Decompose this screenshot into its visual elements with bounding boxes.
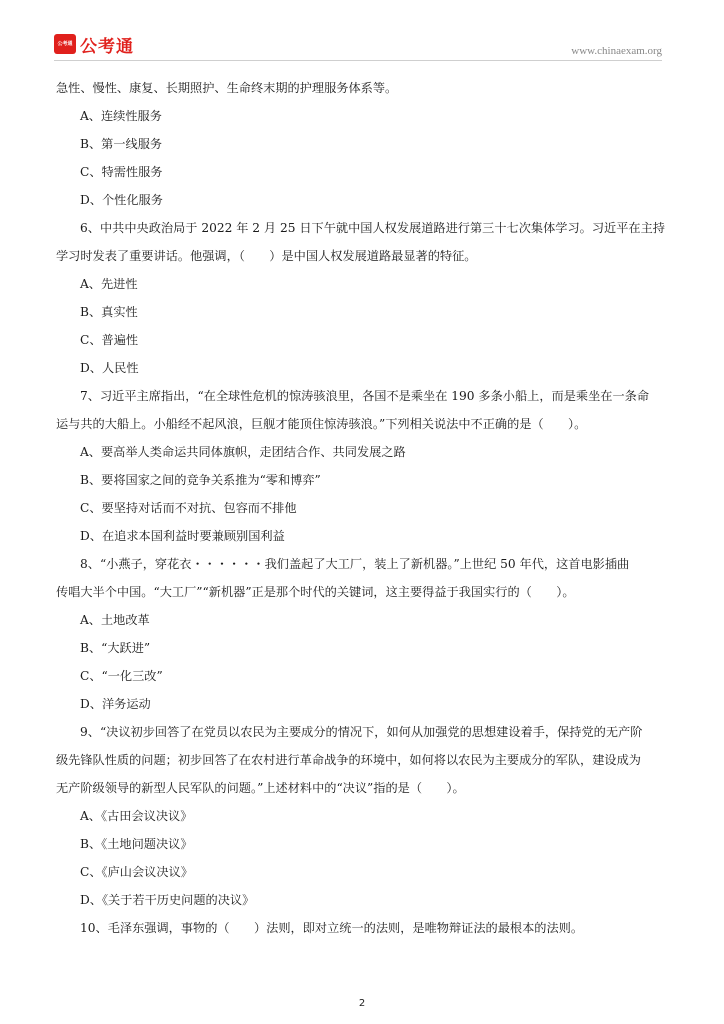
logo-badge-icon: 公考通 [54, 34, 76, 54]
header-divider [54, 60, 662, 61]
question-10: 10、毛泽东强调，事物的（ ）法则，即对立统一的法则，是唯物辩证法的最根本的法则。 [80, 921, 584, 935]
option-d: D、在追求本国利益时要兼顾别国利益 [80, 529, 285, 543]
question-8: 8、“小燕子，穿花衣・・・・・・我们盖起了大工厂，装上了新机器。”上世纪 50 年代，这首电影插曲 [80, 557, 630, 571]
logo-text: 公考通 [80, 36, 134, 57]
option-b: B、《土地问题决议》 [80, 837, 193, 851]
option-c: C、普遍性 [80, 333, 139, 347]
question-9-cont: 无产阶级领导的新型人民军队的问题。”上述材料中的“决议”指的是（ ）。 [56, 781, 465, 795]
option-c: C、“一化三改” [80, 669, 163, 683]
option-a: A、土地改革 [80, 613, 150, 627]
question-8-cont: 传唱大半个中国。“大工厂”“新机器”正是那个时代的关键词，这主要得益于我国实行的（ ）。 [56, 585, 575, 599]
document-body [56, 78, 668, 938]
option-c: C、《庐山会议决议》 [80, 865, 193, 879]
option-c: C、要坚持对话而不对抗、包容而不排他 [80, 501, 297, 515]
brand-logo[interactable] [54, 33, 134, 55]
option-b: B、“大跃进” [80, 641, 151, 655]
question-7: 7、习近平主席指出，“在全球性危机的惊涛骇浪里，各国不是乘坐在 190 多条小船上，而是乘坐在一条命 [80, 389, 650, 403]
question-9-cont: 级先锋队性质的问题；初步回答了在农村进行革命战争的环境中，如何将以农民为主要成分的军队，建设成为 [56, 753, 641, 767]
option-d: D、《关于若干历史问题的决议》 [80, 893, 255, 907]
page-header [0, 0, 724, 62]
question-9: 9、“决议初步回答了在党员以农民为主要成分的情况下，如何从加强党的思想建设着手，保持党的无产阶 [80, 725, 643, 739]
page-number: 2 [358, 998, 366, 1009]
option-a: A、连续性服务 [80, 109, 162, 123]
option-b: B、真实性 [80, 305, 138, 319]
option-a: A、先进性 [80, 277, 138, 291]
option-d: D、个性化服务 [80, 193, 163, 207]
question-6-cont: 学习时发表了重要讲话。他强调，（ ）是中国人权发展道路最显著的特征。 [56, 249, 477, 263]
option-a: A、《古田会议决议》 [80, 809, 193, 823]
option-d: D、人民性 [80, 361, 139, 375]
option-c: C、特需性服务 [80, 165, 163, 179]
site-url[interactable]: www.chinaexam.org [571, 45, 662, 57]
option-b: B、要将国家之间的竞争关系推为“零和博弈” [80, 473, 321, 487]
text-line: 急性、慢性、康复、长期照护、生命终末期的护理服务体系等。 [56, 81, 398, 95]
option-a: A、要高举人类命运共同体旗帜，走团结合作、共同发展之路 [80, 445, 406, 459]
option-d: D、洋务运动 [80, 697, 151, 711]
question-7-cont: 运与共的大船上。小船经不起风浪，巨舰才能顶住惊涛骇浪。”下列相关说法中不正确的是（ ）。 [56, 417, 587, 431]
option-b: B、第一线服务 [80, 137, 163, 151]
question-6: 6、中共中央政治局于 2022 年 2 月 25 日下午就中国人权发展道路进行第三十七次集体学习。习近平在主持 [80, 221, 665, 235]
